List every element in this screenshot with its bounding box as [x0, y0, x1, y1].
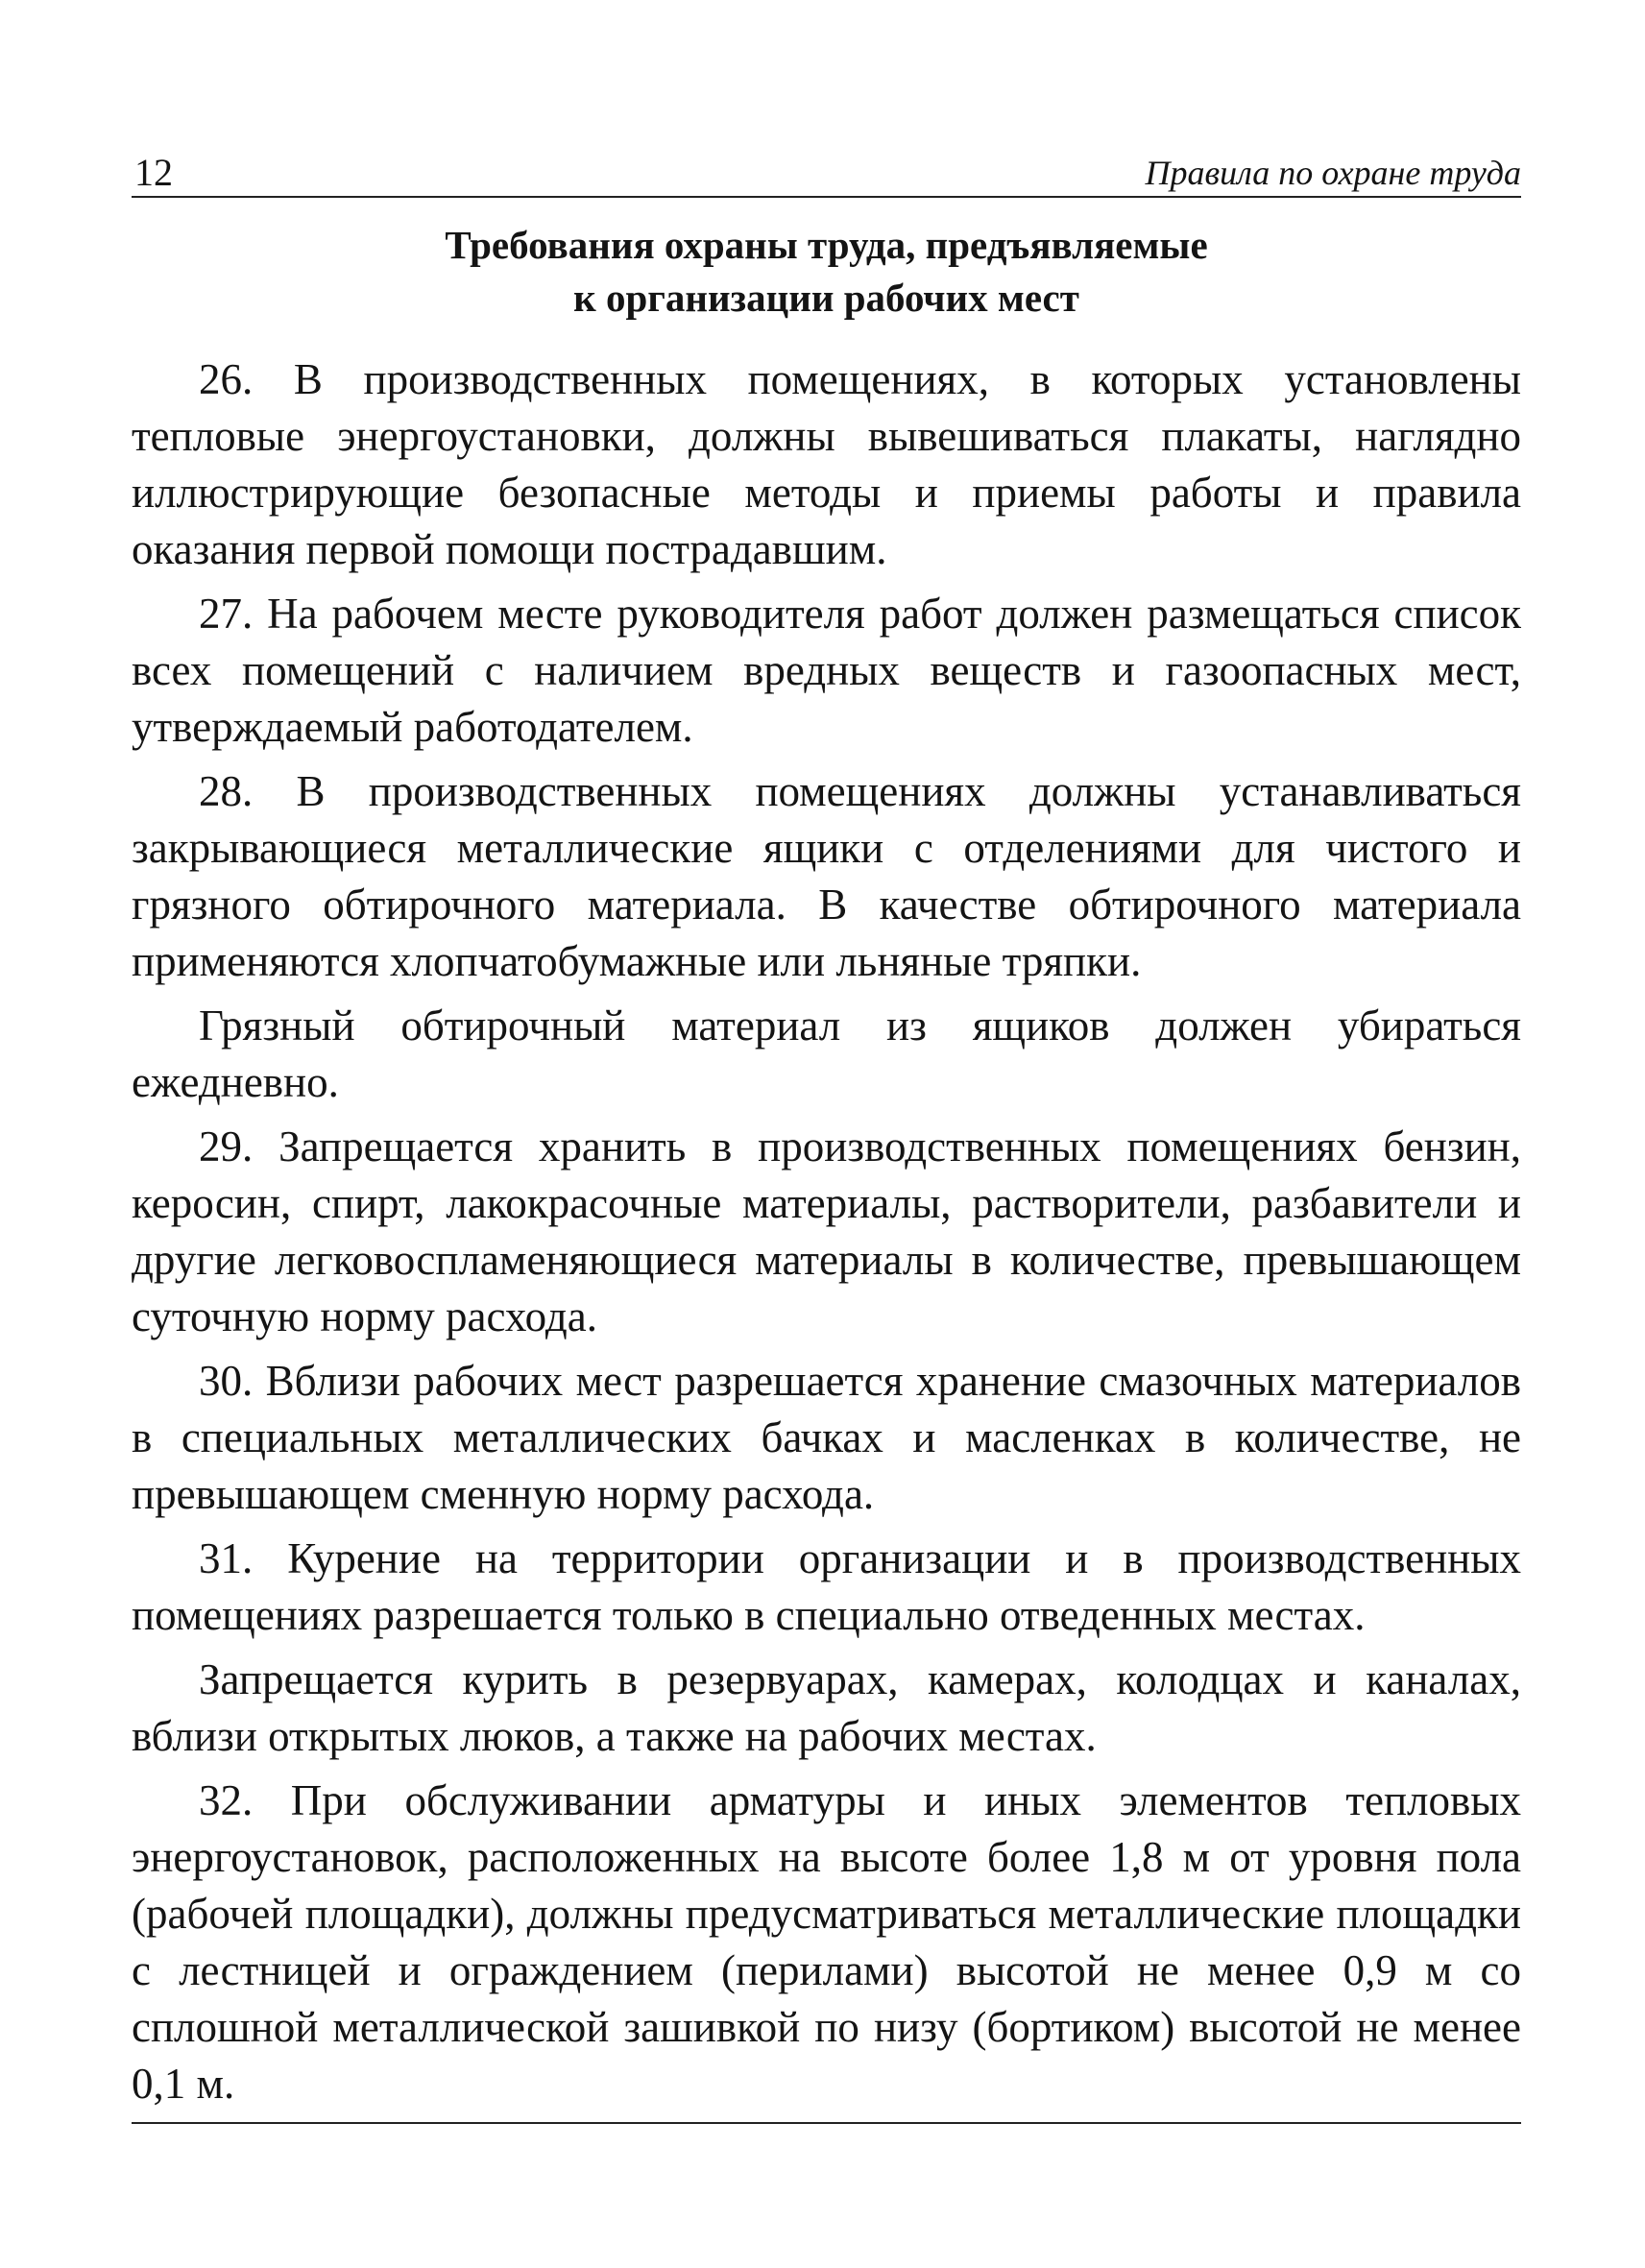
- paragraph-28: 28. В производственных помещениях должны устанавливаться закрывающиеся металлические ящики с отделениями для чистого и грязного обтирочного материала. В качестве обтирочного материала применяются хлопчатобумажные или льняные тряпки.: [132, 767, 1521, 985]
- paragraph-30: 30. Вблизи рабочих мест разрешается хранение смазочных материалов в специальных металлических бачках и масленках в количестве, не превышающем сменную норму расхода.: [132, 1357, 1521, 1518]
- paragraph-29: 29. Запрещается хранить в производственных помещениях бензин, керосин, спирт, лакокрасочные материалы, растворители, разбавители и другие легковоспламеняющиеся материалы в количестве, превышающем суточную норму расхода.: [132, 1122, 1521, 1340]
- paragraph-27: 27. На рабочем месте руководителя работ должен размещаться список всех помещений с наличием вредных веществ и газоопасных мест, утверждаемый работодателем.: [132, 590, 1521, 751]
- footer-rule: [132, 2122, 1521, 2124]
- section-title-line: к организации рабочих мест: [573, 276, 1079, 320]
- paragraph-31-continuation: Запрещается курить в резервуарах, камерах, колодцах и каналах, вблизи открытых люков, а также на рабочих местах.: [132, 1655, 1521, 1760]
- running-head: [132, 144, 1521, 198]
- running-title: Правила по охране труда: [1145, 154, 1521, 192]
- page-number: 12: [134, 151, 173, 194]
- body-text: [132, 351, 1521, 2112]
- paragraph-32: 32. При обслуживании арматуры и иных элементов тепловых энергоустановок, расположенных на высоте более 1,8 м от уровня пола (рабочей площадки), должны предусматриваться металлические площадки с лестницей и ограждением (перилами) высотой не менее 0,9 м со сплошной металлической зашивкой по низу (бортиком) высотой не менее 0,1 м.: [132, 1776, 1521, 2108]
- paragraph-31: 31. Курение на территории организации и в производственных помещениях разрешается только в специально отведенных местах.: [132, 1534, 1521, 1639]
- section-title: [132, 219, 1521, 325]
- section-title-line: Требования охраны труда, предъявляемые: [445, 223, 1208, 267]
- paragraph-28-continuation: Грязный обтирочный материал из ящиков должен убираться ежедневно.: [132, 1001, 1521, 1106]
- document-page: [132, 144, 1521, 2112]
- paragraph-26: 26. В производственных помещениях, в которых установлены тепловые энергоустановки, должны вывешиваться плакаты, наглядно иллюстрирующие безопасные методы и приемы работы и правила оказания первой помощи пострадавшим.: [132, 355, 1521, 573]
